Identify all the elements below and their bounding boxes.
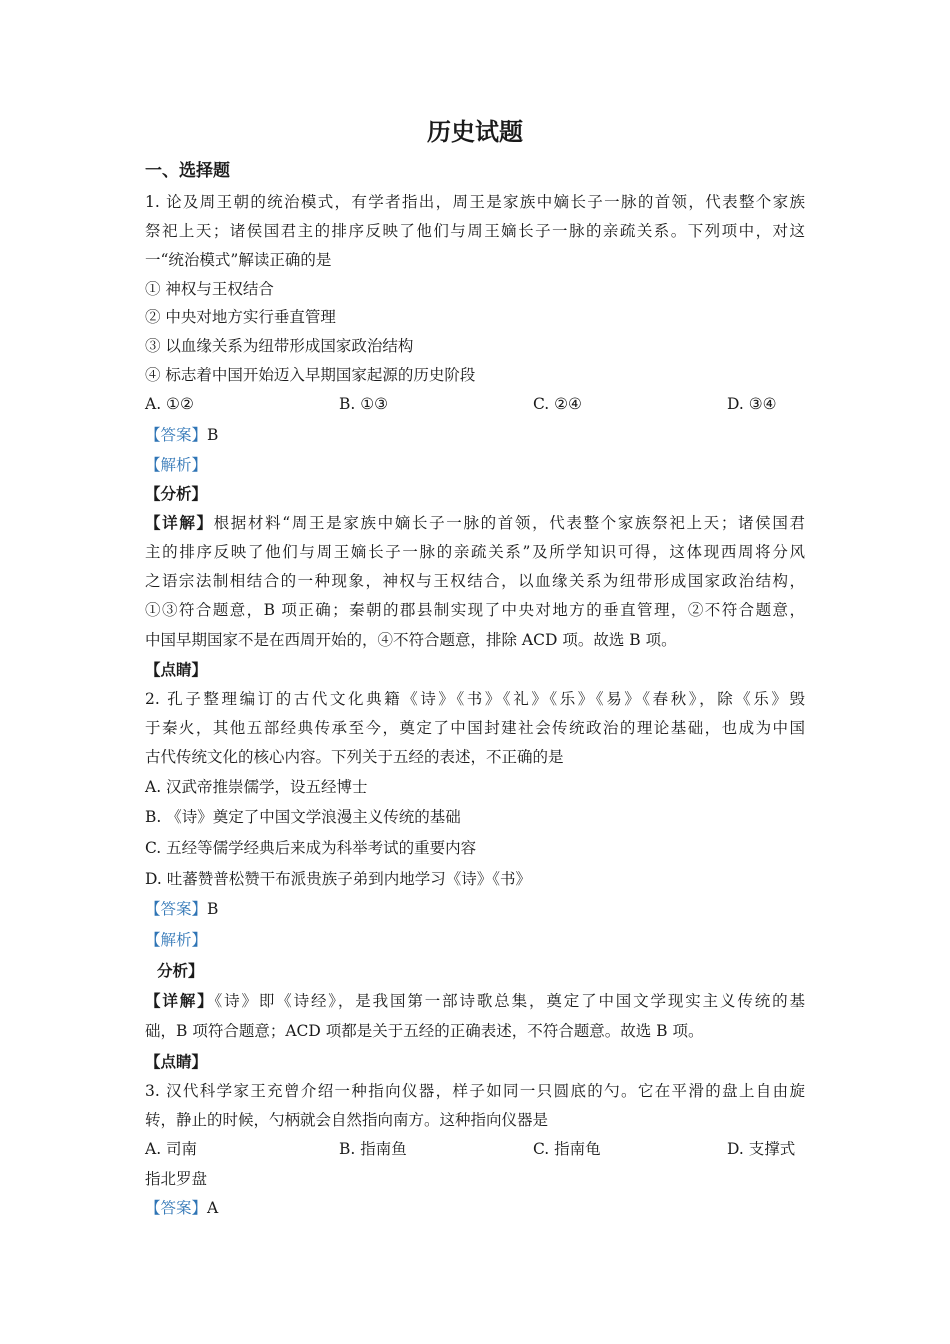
q1-option-b: B. ①③: [339, 395, 389, 413]
q1-item-2: ② 中央对地方实行垂直管理: [145, 308, 336, 326]
q2-dianjing-tag: 【点睛】: [145, 1052, 208, 1071]
q1-item-4: ④ 标志着中国开始迈入早期国家起源的历史阶段: [145, 366, 476, 384]
q1-answer: [145, 424, 805, 446]
q3-answer: [145, 1197, 805, 1219]
q2-stem-line-1: 2. 孔子整理编订的古代文化典籍《诗》《书》《礼》《乐》《易》《春秋》，除《乐》毁: [145, 690, 805, 708]
q2-option-a: A. 汉武帝推崇儒学，设五经博士: [145, 778, 368, 796]
q2-detail-text-1: 《诗》即《诗经》，是我国第一部诗歌总集，奠定了中国文学现实主义传统的基: [214, 992, 805, 1010]
q1-item-3: ③ 以血缘关系为纽带形成国家政治结构: [145, 337, 414, 355]
q1-stem-line-1: 1. 论及周王朝的统治模式，有学者指出，周王是家族中嫡长子一脉的首领，代表整个家族: [145, 193, 805, 211]
q2-fenxi-tag: 分析】: [157, 961, 204, 980]
q2-option-d: D. 吐蕃赞普松赞干布派贵族子弟到内地学习《诗》《书》: [145, 870, 531, 888]
q2-stem-line-3: 古代传统文化的核心内容。下列关于五经的表述，不正确的是: [145, 748, 564, 766]
q3-answer-tag: 【答案】: [145, 1199, 208, 1217]
q2-stem-line-2: 于秦火，其他五部经典传承至今，奠定了中国封建社会传统政治的理论基础，也成为中国: [145, 719, 805, 737]
q2-answer-value: B: [207, 900, 219, 918]
q1-detail-tag: 【详解】: [145, 513, 214, 532]
q1-stem-line-3: 一“统治模式”解读正确的是: [145, 251, 332, 269]
q3-stem-line-2: 转，静止的时候，勺柄就会自然指向南方。这种指向仪器是: [145, 1111, 549, 1129]
q1-option-d: D. ③④: [727, 395, 777, 413]
q2-detail-tag: 【详解】: [145, 991, 215, 1010]
q2-answer: [145, 898, 805, 920]
q1-detail-line-1: [145, 512, 805, 534]
q3-option-d: D. 支撑式: [727, 1140, 796, 1158]
q1-detail-line-4: ①③符合题意，B 项正确；秦朝的郡县制实现了中央对地方的垂直管理，②不符合题意，: [145, 601, 805, 619]
q3-option-a: A. 司南: [145, 1140, 198, 1158]
q3-option-d-wrap: 指北罗盘: [145, 1170, 208, 1188]
q1-answer-tag: 【答案】: [145, 426, 208, 444]
q3-stem-line-1: 3. 汉代科学家王充曾介绍一种指向仪器，样子如同一只圆底的勺。它在平滑的盘上自由旋: [145, 1082, 805, 1100]
q1-answer-value: B: [207, 426, 219, 444]
q3-option-b: B. 指南鱼: [339, 1140, 407, 1158]
q1-detail-line-3: 之语宗法制相结合的一种现象，神权与王权结合，以血缘关系为纽带形成国家政治结构，: [145, 572, 805, 590]
q1-stem-line-2: 祭祀上天；诸侯国君主的排序反映了他们与周王嫡长子一脉的亲疏关系。下列项中，对这: [145, 222, 805, 240]
q1-dianjing-tag: 【点睛】: [145, 660, 208, 679]
q1-option-a: A. ①②: [145, 395, 194, 413]
q2-detail-line-2: 础，B 项符合题意；ACD 项都是关于五经的正确表述，不符合题意。故选 B 项。: [145, 1022, 704, 1040]
q2-answer-tag: 【答案】: [145, 900, 208, 918]
q3-option-c: C. 指南龟: [533, 1140, 601, 1158]
q1-jiexi-tag: 【解析】: [145, 456, 208, 474]
q1-fenxi-tag: 【分析】: [145, 484, 208, 503]
page-title: 历史试题: [427, 117, 523, 146]
q2-option-b: B. 《诗》奠定了中国文学浪漫主义传统的基础: [145, 808, 461, 826]
section-heading: 一、选择题: [145, 161, 230, 181]
q1-detail-text-1: 根据材料“周王是家族中嫡长子一脉的首领，代表整个家族祭祀上天；诸侯国君: [213, 514, 805, 532]
q1-item-1: ① 神权与王权结合: [145, 280, 274, 298]
q2-detail-line-1: [145, 990, 805, 1012]
q1-detail-line-2: 主的排序反映了他们与周王嫡长子一脉的亲疏关系”及所学知识可得，这体现西周将分风: [145, 543, 805, 561]
q1-option-c: C. ②④: [533, 395, 582, 413]
q3-answer-value: A: [207, 1199, 219, 1217]
q2-jiexi-tag: 【解析】: [145, 931, 208, 949]
q1-detail-line-5: 中国早期国家不是在西周开始的，④不符合题意，排除 ACD 项。故选 B 项。: [145, 631, 677, 649]
q2-option-c: C. 五经等儒学经典后来成为科举考试的重要内容: [145, 839, 477, 857]
